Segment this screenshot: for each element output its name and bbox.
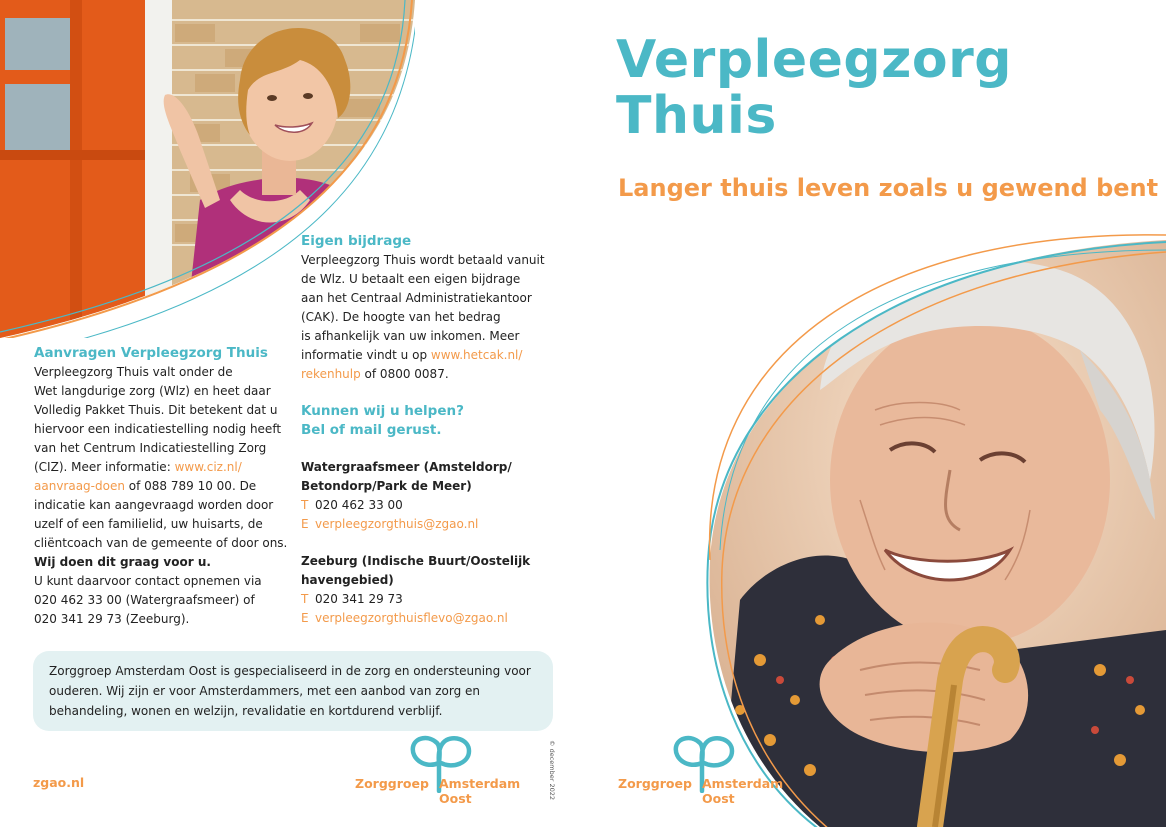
help-heading-line: Bel of mail gerust. bbox=[301, 422, 442, 438]
email-label: E bbox=[301, 611, 309, 625]
logo-text-left: Zorggroep bbox=[618, 776, 692, 791]
cak-link[interactable]: www.hetcak.nl/ bbox=[430, 348, 523, 362]
text-line: hiervoor een indicatiestelling nodig heeft bbox=[34, 422, 282, 436]
email-line bbox=[301, 609, 551, 628]
text-line bbox=[34, 458, 294, 477]
zeeburg-contact bbox=[301, 552, 551, 628]
text-fragment: of 0800 0087. bbox=[360, 367, 449, 381]
phone-number[interactable]: 020 462 33 00 bbox=[315, 498, 403, 512]
location-name: Zeeburg (Indische Buurt/Oostelijk bbox=[301, 554, 531, 568]
aanvragen-heading: Aanvragen Verpleegzorg Thuis bbox=[34, 345, 268, 361]
date-note: © december 2022 bbox=[548, 740, 556, 801]
phone-number[interactable]: 020 341 29 73 bbox=[315, 592, 403, 606]
text-line: uzelf of een familielid, uw huisarts, de bbox=[34, 517, 263, 531]
text-line: de Wlz. U betaalt een eigen bijdrage bbox=[301, 272, 521, 286]
location-name: Betondorp/Park de Meer) bbox=[301, 479, 472, 493]
ciz-link[interactable]: www.ciz.nl/ bbox=[174, 460, 242, 474]
logo-text-left: Zorggroep bbox=[355, 776, 429, 791]
eigen-bijdrage-heading: Eigen bijdrage bbox=[301, 233, 412, 249]
text-line: is afhankelijk van uw inkomen. Meer bbox=[301, 329, 520, 343]
text-line bbox=[301, 365, 551, 384]
email-link[interactable]: verpleegzorgthuis@zgao.nl bbox=[315, 517, 479, 531]
logo-text-right: Amsterdam Oost bbox=[439, 776, 521, 806]
phone-line bbox=[301, 590, 551, 609]
phone-line bbox=[301, 496, 551, 515]
title-line: Thuis bbox=[616, 86, 777, 146]
ciz-link-continued[interactable]: aanvraag-doen bbox=[34, 479, 125, 493]
text-line: cliëntcoach van de gemeente of door ons. bbox=[34, 536, 288, 550]
text-line: 020 341 29 73 (Zeeburg). bbox=[34, 612, 190, 626]
text-line bbox=[34, 477, 294, 496]
location-name: Watergraafsmeer (Amsteldorp/ bbox=[301, 460, 512, 474]
phone-label: T bbox=[301, 498, 309, 512]
text-line: van het Centrum Indicatiestelling Zorg bbox=[34, 441, 267, 455]
text-line: U kunt daarvoor contact opnemen via bbox=[34, 574, 262, 588]
website-link[interactable]: zgao.nl bbox=[33, 775, 85, 790]
text-line: indicatie kan aangevraagd worden door bbox=[34, 498, 274, 512]
text-line: Verpleegzorg Thuis valt onder de bbox=[34, 365, 233, 379]
zorggroep-logo bbox=[355, 735, 555, 806]
phone-label: T bbox=[301, 592, 309, 606]
text-fragment: informatie vindt u op bbox=[301, 348, 431, 362]
text-line: Wet langdurige zorg (Wlz) en heet daar bbox=[34, 384, 271, 398]
text-line: (CAK). De hoogte van het bedrag bbox=[301, 310, 501, 324]
text-line: Verpleegzorg Thuis wordt betaald vanuit bbox=[301, 253, 545, 267]
eigen-bijdrage-section bbox=[301, 233, 551, 384]
bold-line: Wij doen dit graag voor u. bbox=[34, 555, 211, 569]
aanvragen-section bbox=[34, 345, 294, 629]
logo-text-right: Amsterdam Oost bbox=[702, 776, 784, 806]
location-name: havengebied) bbox=[301, 573, 394, 587]
title-line: Verpleegzorg bbox=[616, 30, 1012, 90]
help-heading bbox=[301, 402, 464, 440]
text-fragment: of 088 789 10 00. De bbox=[124, 479, 257, 493]
text-line: Volledig Pakket Thuis. Dit betekent dat u bbox=[34, 403, 278, 417]
text-line: aan het Centraal Administratiekantoor bbox=[301, 291, 532, 305]
email-label: E bbox=[301, 517, 309, 531]
help-heading-line: Kunnen wij u helpen? bbox=[301, 403, 464, 419]
text-fragment: (CIZ). Meer informatie: bbox=[34, 460, 175, 474]
zorggroep-logo-right bbox=[618, 735, 818, 806]
email-link[interactable]: verpleegzorgthuisflevo@zgao.nl bbox=[315, 611, 508, 625]
watergraafsmeer-contact bbox=[301, 458, 551, 534]
page-subtitle: Langer thuis leven zoals u gewend bent bbox=[618, 174, 1159, 202]
page-title bbox=[616, 32, 1012, 144]
text-line bbox=[301, 346, 551, 365]
cak-link-continued[interactable]: rekenhulp bbox=[301, 367, 361, 381]
email-line bbox=[301, 515, 551, 534]
organization-info-box: Zorggroep Amsterdam Oost is gespecialiseerd in de zorg en ondersteuning voor ouderen. Wij zijn er voor Amsterdammers, met een aanbod van zorg en behandeling, wonen en welzijn, revalidatie en kortdurend verblijf. bbox=[33, 651, 553, 731]
text-line: 020 462 33 00 (Watergraafsmeer) of bbox=[34, 593, 255, 607]
